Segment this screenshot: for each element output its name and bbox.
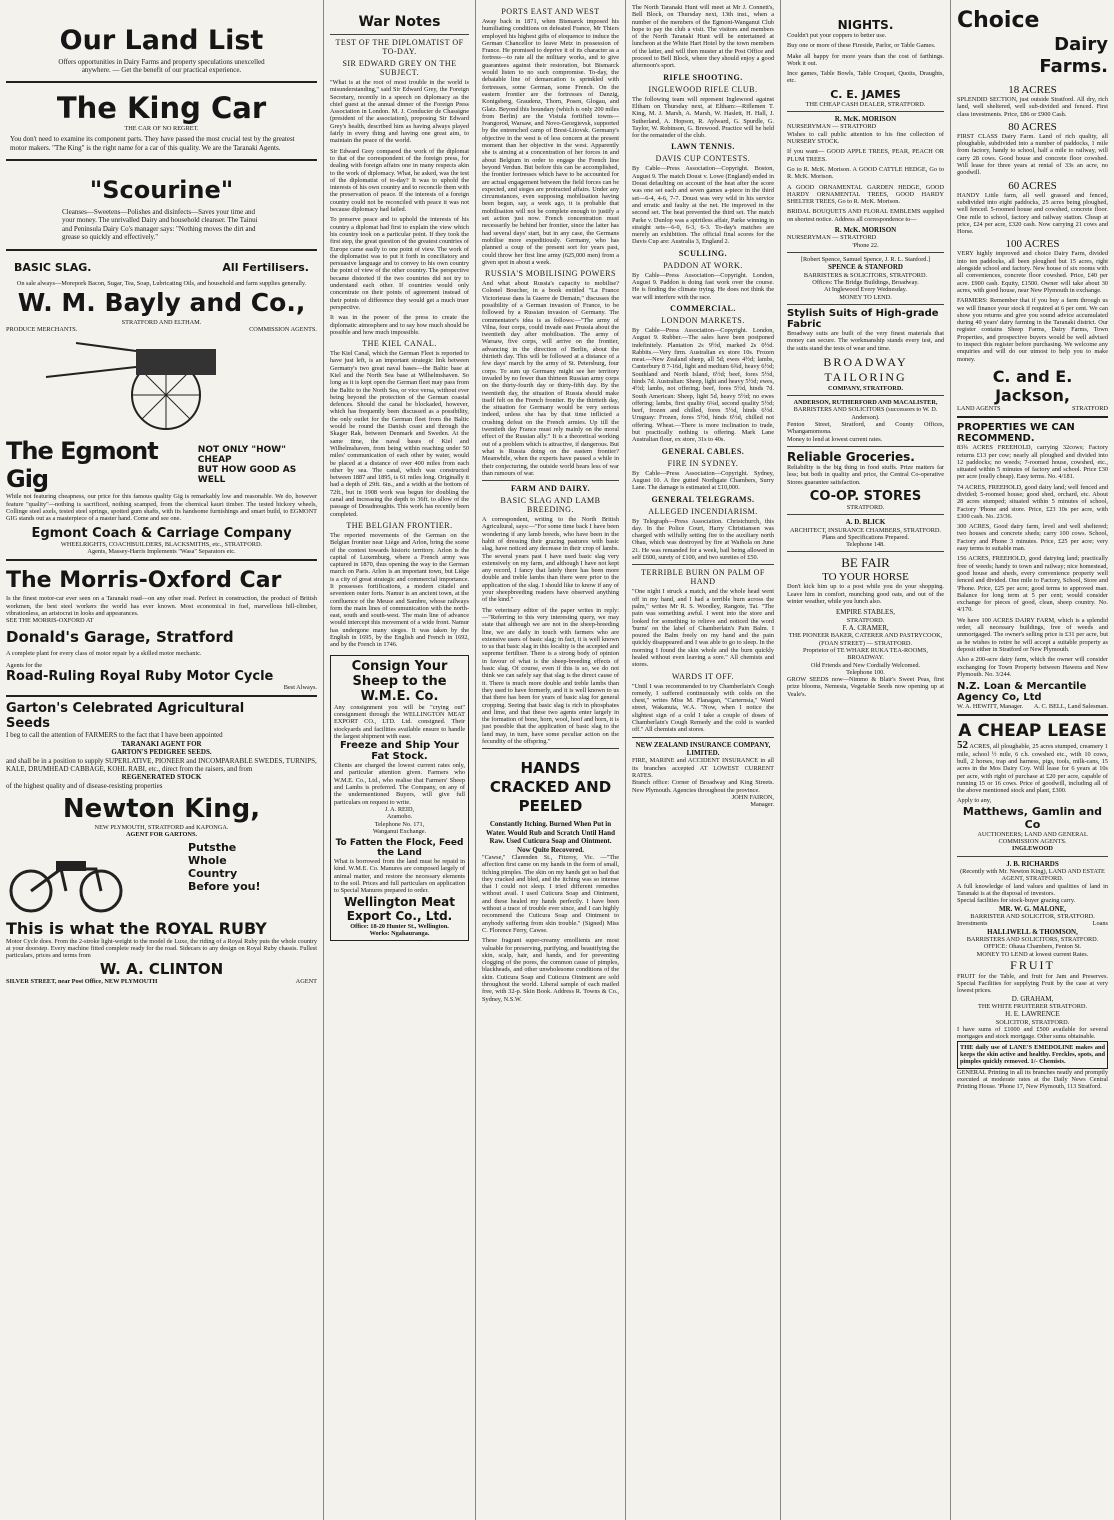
jackson-right: STRATFORD [1071,404,1108,412]
war-notes-title: War Notes [358,14,441,30]
cuticura-testimony: "Cawse," Clarenden St., Fitzroy, Vic. —"The affection first came on my hands in the form of small, itching pimples. The skin on my hands got so bad that they cracked and bled, and the itching was so intense that I could not sleep. I tried different remedies without avail. I used Cuticura Soap and Ointment, and these healed my hands perfectly. I have been without a trace of trouble ever since, and I can highly recommend the Cuticura Soap and Ointment to anybody suffering from skin trouble." (Signed) Miss C. Florence Ferry, Cawse. [482,853,619,934]
king-car-ad [6,91,317,155]
halliwell-office: OFFICE: Ohaua Chambers, Fenton St. [983,943,1082,951]
column-4 [625,0,780,1520]
fruit-body: FRUIT for the Table, and fruit for Jam and Preserves. Special Facilities for supplying Fruit by the case at very lowest prices. [957,972,1108,995]
coach-sub2: Agents, Massey-Harris Implements "Wasa" Separators etc. [87,547,236,555]
farm1-body: SPLENDID SECTION, just outside Stratford. All dry, rich land, well sheltered, well sub-divided and fenced. First class investments. Price, £86 or £900 Cash. [957,96,1108,118]
farm-heading: FARM AND DAIRY. [511,484,590,494]
farm3-body: HANDY Little farm, all well grassed and fenced, subdivided into eight paddocks, 25 acres being ploughed, well fenced. 5-roomed house and cowshed, concrete floor. One mile to school, factory and railway station. Cheap at price, £24 per acre, £320 cash. Now carrying 21 cows and Horse. [957,191,1108,236]
farm3-unit: ACRES [1021,179,1057,192]
broadway-title: BROADWAY TAILORING [823,354,908,384]
property-2: 74 ACRES, FREEHOLD, good dairy land; well fenced and divided; 5-roomed house; good shed, orchard, etc. About 28 acres stumped; situated within 5 minutes of school, Factory 'Phone and store. Price, £23 10s per acre, with £300 cash. No. 23/36. [957,483,1108,520]
cramer-addr: (FOAN STREET) — STRATFORD. [818,639,913,647]
slag-heading: BASIC SLAG AND LAMB BREEDING. [500,496,601,515]
nights-p3: Make all happy for more years than the cost of farthings. Work it out. [787,52,944,67]
telegrams-heading: GENERAL TELEGRAMS. [651,494,755,504]
farm2-unit: ACRES [1021,120,1057,133]
nz-insurance-name: JOHN FAIRON, [731,793,774,801]
spence-names: [Robert Spence, Samuel Spence, J. R. L. Stanford.] [800,256,931,264]
property-3: 300 ACRES, Good dairy farm, level and well sheltered; two houses and concrete sheds; carry 100 cows. School, Factory and Phone 3 minutes. Price, £25 per acre; very easy terms to suitable man. [957,523,1108,553]
farm4-size: 100 [1005,238,1022,251]
belgian-body: The reported movements of the German on the Belgian frontier near Liège and Arlon, bring the scene of the contest towards historic territory. Arlon is the capital of Luxemburg, where a French army was captured in 1870, thus opening the way to the German march on Paris. Arlon is an important town, but Liège is a city of great strategic and commercial importance. It possesses fortifications, a modern citadel and seventeen outer forts. Namur is an ancient town, at the confluence of the Meuse and Sambre, whose railways form the main lines of communication with the north-east, south and south-west. The main line of advance would intercept this movement of a wide front. Namur has undergone many sieges. It was taken by the English in 1695, by the English and French in 1692, and by the French in 1746. [330,531,469,649]
morison-p3: Go to R. McK. Morison. A GOOD CATTLE HEDGE, Go to R. McK. Morison. [787,165,944,181]
lawrence-sub: SOLICITOR, STRATFORD. [995,1018,1070,1026]
fire-body: By Cable—Press Association—Copyright. Sydney, August 10. A fire gutted Northgate Chambers, Surry Lane. The damage is estimated at £10,000. [632,469,774,492]
rifle-heading: RIFLE SHOOTING. [663,72,743,82]
anderson-sub: BARRISTERS AND SOLICITORS (successors to W. D. Anderson). [793,406,938,421]
graham-title: D. GRAHAM, [1011,994,1054,1003]
paddon-heading: PADDON AT WORK. [663,260,743,270]
gig-illustration [6,337,317,433]
puts-3: Country [188,866,238,880]
farmers-body: FARMERS: Remember that if you buy a farm through us we will finance your stock if required at 6 per cent. We can show you returns and give you sound advice accumulated during 40 years' dairy farming in the Taranaki district. Our register contains Sheep Farms, Dairy Farms, Town Properties, and prospective buyers would be well advised to inspect this register before purchasing. We welcome any enquiries and will do our utmost to help you to make money. [957,297,1108,363]
coop-sub: STRATFORD. [846,503,885,511]
basic-slag-label: BASIC SLAG. [14,260,92,274]
garton-quality: of the highest quality and of disease-resisting properties [6,781,163,790]
morison-nursery: NURSERYMAN — STRATFORD [787,123,877,131]
fortresses-body: Away back in 1871, when Bismarck imposed his humiliating conditions on defeated France, Mr Thiers employed his highest gifts of eloquence to induce the German Chancellor to leave Metz in possession of France. He promised to deprive it of its character as a fortress—to rate all the military works, and to give guarantees against their restoration, but Bismarck would listen to no such compromise. To-day, the debatable line of demarcation is sprinkled with fortresses, some German, some French. On the eastern frontier are the fortresses of Danzig, Konigsberg, Graudenz, Thorn, Posen, Glogau, and Glatz. Beyond this boundary (which is only 200 miles from Berlin) are the Vistula fortified towns—Ivangorod, Warsaw, and Novo-Georgievsk, supported by the entrenched camp of Brest-Litovsk. Germany's objective in the west is of less concern at the present moment than her objective in the west. Apparently she is aiming at a concentration of her forces in and about Belgium in order to engage the French line beyond Verdun. But before this can be accomplished, the frontier fortresses which have to be accounted for are actual engagement between the field forces can be expected, and sieges are protracted affairs. Under any circumstances, even supposing mobilisation having been begun, say, a week ago, it is probable that mobilisation will not be complete enough to justify a set action just now. French concentration must necessarily be behind her frontier, since the latter has had several days' start, but in any case, the Germans mobilise more expeditiously. Germany, who has planned a coup of the present sort for years past, could throw her first line army (625,000 men) from a given spot in about a week. [482,18,619,266]
malone-sub: BARRISTER AND SOLICITOR, STRATFORD. [970,912,1095,920]
slag-body-2: The veterinary editor of the paper writes in reply:—"Referring to this very interesting query, we may state that although we are not in the sheep-breeding line, we are daily in touch with farmers who are extensive users of basic slag; in fact, it is well known to us that basic slag in this locality is the accepted and supreme fertiliser. There is a strong body of opinion in favour of what is the sheep-breeding effects of basic slag. Of course, even if this is so, we do not think we can safely say that slag is the direct cause of it. There is much more double and treble lambs than they used to have formerly, and it is well known to us that there has been for years of basic slag for general cropping. Seeing that basic slag is rich in phosphates and lime, and that these two agents enter largely in the formation of bone, horn, wool, hoof and horn, it is just possible that the application of basic slag to the land may, in turn, have some peculiar action on the fecundity of the offspring." [482,606,619,746]
all-fertilisers-label: All Fertilisers. [222,260,309,274]
blick-plans: Plans and Specifications Prepared. [821,533,910,541]
bayly-title: W. M. Bayly and Co., [17,287,306,317]
property-4: 156 ACRES, FREEHOLD, good dairying land; practically free of weeds; handy to town and railway; nice homestead, good house and sheds, every convenience property well fenced and divided. One mile to Factory, School, Store and 'Phone. Price, £25 per acre; good terms to approved man. Balance for long term at 5 per cent; would consider exchange for pieces of good, clean, sheep country. No. 4/170. [957,555,1108,614]
puts-2: Whole [188,853,227,867]
nzloan-roles [957,703,1108,710]
davis-heading: DAVIS CUP CONTESTS. [655,154,751,164]
kiel-body: The Kiel Canal, which the German Fleet is reported to have just left, is an important strategic link between Germany's two great naval bases—the Baltic base at Kiel and the North Sea base at Wilhelmshaven. So long as it is kept open the German fleet may pass from the Baltic to the North Sea, or vice versa, without ever being beyond the protection of the German coastal defences. Should the canal be blockaded, however, which has frequently been discussed as a possibility, the only outlet for the German fleet from the Baltic would be round the Danish coast and through the Skager Rak, between Denmark and Sweden. At the same time, the naval bases of Kiel and Wilhelmshaven, from being within reaching under 50 miles' communication of each other by water, would be placed at a distance of over 400 miles from each other by sea. The canal, which was constructed between 1887 and 1895, is 61 miles long. Originally it had a depth of 29ft. 6in., and a width at the bottom of 72ft., but in 1908 work was begun for doubling the canal and increasing the depth to 36ft. to allow of the passage of Dreadnoughts. This work has recently been completed. [330,350,469,518]
war-p3: To preserve peace and to uphold the interests of his country a diplomat had first to explain the view which his country took on a particular point. If they took the first step, the great question of the greatest countries of Europe came easily to one point of view. The work of the diplomatist was to put it forth in conciliatory and persuasive language and to convey to his own country the point of view of the other country. The perspective became distorted if the two countries did not try to understand each other. If countries would only concentrate on their points of agreement instead of their points of difference they would get a much truer perspective. [330,216,469,311]
bayly-place: STRATFORD AND ELTHAM. [121,318,202,326]
coach-title: Egmont Coach & Carriage Company [31,525,292,541]
bayly-right: COMMISSION AGENTS. [249,326,317,334]
morison-p4: A GOOD ORNAMENTAL GARDEN HEDGE, GOOD HARDY ORNAMENTAL TREES, GOOD HARDY SHELTER TREES, Go to R. McK. Morison. [787,183,944,206]
farms-word: Farms. [1039,56,1108,77]
newton-agent: AGENT FOR GARTONS. [125,831,198,839]
incendiarism-body: By Telegraph—Press Association. Christchurch, this day. In the Police Court, Harry Christiansen was charged with wilfully setting fire to the auxiliary north Ohau, which was destroyed by fire at Waihola on June 21. He was remanded for a week, bail being allowed in self £600, surety of £100, and two sureties of £50. [632,517,774,562]
freeze-body: Clients are charged the lowest current rates only, and particular attention given. Farmers who W.M.E. Co., Ltd., who realise that Farmers' Sheep and Lambs is preferred. The Company, on any of the undermentioned Buyers, will give full particulars on request to write. [334,762,465,806]
fruit-title: FRUIT [1010,957,1055,972]
cheap-lease-num: 52 [957,739,968,752]
gig-title: The Egmont Gig [6,437,158,494]
agent-exchange: Wanganui Exchange. [372,827,427,835]
nzloan-left: W. A. HEWITT, Manager. [957,703,1024,711]
farm4-unit: ACRES [1024,238,1060,251]
nights-p4: Ince games, Table Bowls, Table Croquet, Quoits, Draughts, etc. [787,70,944,85]
column-3 [475,0,625,1520]
cheap-lease-body: ACRES, all ploughable, 25 acres stumped, creamery 1 mile, school ½ mile, 6 r.h. cowshed etc., with 10 cows, bull, 2 horses, trap and harness, pigs, tools, milk-cans, 15 acres in the Mos Dairy Coy. Will lease for 6 years at 10s per acre, with right of purchase at £20 per acre, capable of running 15 or 16 cows. Price of goodwill, including all of the above mentioned stock and plant, £300. [957,743,1109,795]
farm3-size: 60 [1008,179,1020,192]
ruby-cycle-ad [6,841,317,919]
anderson-money: Money to lend at lowest current rates. [787,435,883,443]
diplomatist-heading: TEST OF THE DIPLOMATIST OF TO-DAY. [335,38,464,56]
malone-services [957,920,1108,927]
sculling-heading: SCULLING. [678,248,728,258]
column-1 [0,0,323,1520]
blick-title: A. D. BLICK [845,518,886,527]
gig-header [6,437,317,493]
land-list-ad [6,26,317,77]
nz-insurance-branch: Branch office: Corner of Broadway and King Streets. New Plymouth. Agencies throughout the province. [632,779,774,794]
bayly-roles [6,326,317,333]
puts-1: Putsthe [188,840,237,854]
cables-heading: GENERAL CABLES. [661,446,745,456]
cracked-title: HANDS CRACKED AND PEELED [489,759,612,816]
war-p2: Sir Edward Grey compared the work of the diplomat to that of the correspondent of the foreign press, for dealing with foreign affairs one in many respects akin to the work of diplomacy. What, he asked, was the test of the diplomatist of to-day? It was to uphold the interests of his own country and to reconcile them with the preservation of peace. If the interests of a foreign country could not be reconciled with peace it was not because diplomacy had failed. [330,147,469,214]
fair-title: BE FAIR [841,555,890,571]
anderson-addr: Fenton Street, Stratford, and County Offices, Whangamomona. [787,421,944,436]
lawrence-title: H. E. LAWRENCE [1005,1010,1060,1019]
lawrence-body: I have sums of £1000 and £500 available for several mortgages and stock mortgage. Other sums obtainable. [957,1026,1108,1041]
morison-phone: 'Phone 22. [852,241,879,249]
fatten-body: What is borrowed from the land must be repaid in kind. W.M.E. Co. Manures are composed largely of animal matter, and restore the necessary elements to the soil. Prices and full particulars on application to Special Manures prepared to order. [334,858,465,895]
cheap-lease-title: A CHEAP LEASE [958,721,1107,742]
matthews-sub: AUCTIONEERS; LAND AND GENERAL COMMISSION AGENTS. [977,830,1088,846]
reliable-body: Reliability is the big thing in food stuffs. Prize matters far less; but both in quality and price, the Central Co-operative Stores guarantee satisfaction. [787,463,944,486]
cramer-title: F. A. CRAMER, [842,623,889,632]
empire-sub: STRATFORD. [846,616,885,624]
jackson-left: LAND AGENTS [957,404,1001,412]
bayly-line: On sale always—Morepork Bacon, Sugar, Tea, Soap, Lubricating Oils, and household and farm supplies generally. [16,279,307,287]
broadway-sub: COMPANY, STRATFORD. [828,384,903,392]
consign-title: Consign Your Sheep to the W.M.E. Co. [351,658,448,704]
agent-phone: Telephone No. 171, [374,820,425,828]
wme-works: Works: Ngahauranga. [369,929,430,937]
wme-ad [330,655,469,942]
morison-title: R. McK. MORISON [834,115,897,124]
morison-p5: BRIDAL BOUQUETS AND FLORAL EMBLEMS supplied on shortest notice. Address all correspondence to— [787,208,944,223]
grey-heading: SIR EDWARD GREY ON THE SUBJECT. [342,59,457,77]
wme-title: Wellington Meat Export Co., Ltd. [343,894,456,923]
clinton-agent: AGENT [295,977,317,985]
james-sub: THE CHEAP CASH DEALER, STRATFORD. [805,100,926,108]
clinton-title: W. A. CLINTON [99,959,224,978]
farm1-unit: ACRES [1021,84,1057,96]
coach-sub: WHEELRIGHTS, COACHBUILDERS, BLACKSMITHS, etc., STRATFORD. [60,540,263,548]
spence-office: Offices: The Bridge Buildings, Broadway. [812,279,919,287]
cramer-old: Old Friends and New Cordially Welcomed. [810,661,921,669]
malone-title: MR. W. G. MALONE, [998,904,1067,913]
this-is: This is what the ROYAL RUBY [6,918,267,938]
farm4-body: VERY highly improved and choice Dairy Farm, divided into ten paddocks, all been ploughed but 15 acres, right alongside school and factory. New house of six rooms with all conveniences, concrete floor cowshed. Price, £40 per acre. £900 cash. Equity, £1500. Owner will take about 30 acres, with good house, near New Plymouth in exchange. [957,250,1108,294]
king-car-title: The King Car [56,90,267,125]
spence-money: MONEY TO LEND. [839,293,892,301]
morris-title: The Morris-Oxford Car [6,568,282,594]
clinton-footer [6,978,317,985]
rifle-body: The following team will represent Inglewood against Eltham on Thursday next, at Eltham:—Riflemen T. King, M. J. Marsh, A. Marsh, W. Haslett, H. Hall, J. Sutherland, A. Hopson, R. Aylward, G. Spurdle, G. Taylor, W. Robinson, G. Brewood. Practice will be held for the remainder of the club. [632,95,774,140]
kiel-heading: THE KIEL CANAL. [362,339,437,349]
slag-body-1: A correspondent, writing to the North British Agricultural, says:—"For some time back I have been wondering if any lamb breeds, who have been in the habit of dressing their grazing pastures with basic slag, have noticed any decrease in their crop of lambs. The several years past I have used basic slag very extensively on my farm, and although I have not kept any record, I fancy that lately there has been more double and treble lambs than there were prior to the application of the slag. I should like to know if any of your sheepbreeding readers have observed anything of the kind." [482,516,619,604]
choice-word: Choice [957,8,1040,33]
ruby-title: Road-Ruling Royal Ruby Motor Cycle [6,669,274,684]
apply: Apply to any, [957,797,992,805]
spence-sub: BARRISTERS & SOLICITORS, STRATFORD. [803,271,928,279]
morris-see: SEE THE MORRIS-OXFORD AT [6,617,94,625]
scourine-title: "Scourine" [89,175,234,204]
malone-inv: Investments [957,920,988,928]
column-2 [323,0,475,1520]
cramer-sub: THE PIONEER BAKER, CATERER AND PASTRYCOOK, [788,632,943,640]
morris-body: Is the finest motor-car ever seen on a Taranaki road—on any other road. Perfect in construction, the product of British workmen, the best steel workers the world has ever known. Most economical in fuel, marvellous hill-climber, vibrationless, an aristocrat in looks and appearances. [6,595,317,617]
war-p4: It was in the power of the press to create the diplomatic atmosphere and to say how much should be possible and how much impossible. [330,314,469,336]
blick-phone: Telephone 148. [846,541,885,549]
farm1-size: 18 [1008,84,1020,96]
king-car-body: You don't need to examine its component parts. They have passed the most crucial test by the greatest motor makers. "The King" is the right name for a car of this quality. We are the Taranaki Agents. [10,135,295,152]
james-title: C. E. JAMES [830,87,901,101]
column-5 [780,0,950,1520]
freeze-title: Freeze and Ship Your Fat Stock. [340,740,459,763]
halliwell-money: MONEY TO LEND at lowest current Rates. [976,950,1089,958]
garton-agent: TARANAKI AGENT FOR [121,739,202,748]
garton-agent2: GARTON'S PEDIGREE SEEDS. [111,748,212,757]
nights-title: NIGHTS. [837,18,894,32]
halliwell-title: HALLIWELL & THOMSON, [987,927,1078,936]
scourine-body: Cleanses—Sweetens—Polishes and disinfects—Saves your time and your money. The unrivalled Dairy and household cleanser. The Tainui and Peninsula Dairy Co's manager says: "Nothing moves the dirt and grease so quickly and effectively." [62,207,258,242]
nz-insurance-role: Manager. [750,801,774,809]
jackson-title: C. and E. Jackson, [992,366,1073,405]
newton-places: NEW PLYMOUTH, STRATFORD and KAPONGA. [94,824,229,832]
malone-loans: Loans [1092,920,1108,928]
coop-title: CO-OP. STORES [809,488,922,504]
farm2-body: FIRST CLASS Dairy Farm. Land of rich quality, all ploughable, subdivided into a number of paddocks, 1 mile from factory, handy to school, half a mile to railway, will carry 28 cows. Good house and concrete floor cowshed. Will lease for three years at rental of 33s an acre, no goodwill. [957,132,1108,177]
cuticura-body: These fragrant super-creamy emollients are most valuable for preserving, purifying, and beautifying the skin, scalp, hair, and hands, and for preventing clogging of the pores, the common cause of pimples, blackheads, and other unwholesome conditions of the skin. Cuticura Soap and Cuticura Ointment are sold throughout the world. Liberal sample of each mailed free, with 32-p. Skin Book. Address R. Towns & Co., Sydney, N.S.W. [482,937,619,1003]
stylish-body: Broadway suits are built of the very finest materials that money can secure. The workmanship stands every test, and the suits stand the tests of wear and time. [787,329,944,352]
morison-p1: Wishes to call public attention to his fine collection of NURSERY STOCK. [787,130,944,146]
nzloan-right: A. C. BELL, Land Salesman. [1033,703,1108,711]
property-1: 83¾ ACRES FREEHOLD, carrying 32cows; Factory returns £13 per cow; nearly all ploughed and divided into 12 paddocks; no weeds; 7-roomed house, cowshed, etc., situated within 5 minutes of factory and school. Price £30 per acre (really cheap). Easy terms. No. 4/181. [957,444,1108,481]
reliable-title: Reliable Groceries. [787,449,915,464]
properties-title: PROPERTIES WE CAN RECOMMEND. [957,422,1075,445]
grow-seeds: GROW SEEDS now—Nimmo & Blair's Sweet Peas, first prize blooms, Nemesia, Vegetable Seeds now opening up at Veale's. [787,676,944,698]
russia-heading: RUSSIA'S MOBILISING POWERS [485,269,616,279]
halliwell-sub: BARRISTERS AND SOLICITORS, STRATFORD. [966,935,1099,943]
belgian-heading: THE BELGIAN FRONTIER. [346,520,453,530]
column-6 [950,0,1114,1520]
general-printing: GENERAL Printing in all its branches neatly and promptly executed at moderate rates at the Daily News Central Printing House. 'Phone 17, New Plymouth, 113 Stratford. [957,1068,1108,1091]
morison-sign: R. McK. MORISON [834,226,897,235]
davis-body: By Cable—Press Association—Copyright. Boston, August 9. The match Doust v. Lowe (England) ended in Doust defaulting on account of the heat after the score was one set each and seven games a-piece in the third set—6-4, 4-6, 7-7. Doust was very wild in his service and erratic and faulty at the net. He improved in the second set. The heat prevented the third set. The match Parke v. Dunlop was a spiritless affair, Parke winning in straight sets—6-0, 6-3, 6-3. To-day's matches are merely an exhibition. The official final scores for the Davis Cup are: Australia 3, England 2. [632,165,774,246]
morison-sign2: NURSERYMAN — STRATFORD [787,234,877,242]
gig-not-only: NOT ONLY "HOW" CHEAP [197,445,286,466]
lanes-ad: THE daily use of LANE'S EMEDOLINE makes and keeps the skin active and healthy. Freckles, spots, and pimples quickly removed. 1/- Chemists. [957,1041,1108,1069]
scourine-ad [6,175,317,245]
war-p1: "What is at the root of most trouble in the world is misunderstanding," said Sir Edward Grey, the Foreign Secretary, recently in a speech on diplomacy as the chief guest at the annual dinner of the Foreign Press Association in London. M. J. Conducier de Chassigne (president of the association), proposing Sir Edward Grey's health, described him as having always played fairly in every thing and having one great aim, to maintain the peace of the world. [330,79,469,145]
dairy-word: Dairy [1054,34,1108,55]
nights-p2: Buy one or more of these Fireside, Parlor, or Table Games. [787,42,936,50]
inglewood-heading: INGLEWOOD RIFLE CLUB. [648,84,758,94]
property-5: We have 100 ACRES DAIRY FARM, which is a splendid order, all necessary buildings, free of weeds and unmortgaged. The owner's selling price is £31 per acre, but as he wishes to retire he will accept a suitable property as deposit either in Stratford or New Plymouth. [957,616,1108,653]
cramer-prop: Proprietor of TE WHARE RUKA TEA-ROOMS, BROADWAY. [803,646,928,662]
motorcycle-illustration [6,841,126,919]
garton-seeds: Seeds [6,716,51,732]
matthews-title: Matthews, Gamlin and Co [962,804,1103,831]
clinton-addr: SILVER STREET, near Post Office, NEW PLYMOUTH [6,977,158,985]
nz-insurance-title: NEW ZEALAND INSURANCE COMPANY, LIMITED. [635,740,771,758]
gig-body: While not featuring cheapness, our price for this famous quality Gig is remarkably low and reasonable. We do, however feature "quality"—nothing is sacrificed, nothing scamped, from the chemical kauri timber. The tested hickory wheels, Collinge steel axels, tested steel springs, spotted gum shafts, with its handsome furnishings and smart build, to EGMONT GIG stands out as a masterpiece of a master hand. Come and see one. [6,493,317,523]
fire-heading: FIRE IN SYDNEY. [667,458,739,468]
richards-title: J. B. RICHARDS [1006,859,1059,868]
land-list-title: Our Land List [59,25,264,56]
bayly-left: PRODUCE MERCHANTS. [6,326,78,334]
anderson-title: ANDERSON, RUTHERFORD AND MACALISTER, [793,399,938,407]
richards-special: Special facilities for stock-buyer grazing carry. [957,897,1076,905]
burn-body: "One night I struck a match, and the whole head went off in my hand, and I had a terrible burn across the palm," writes Mr R. S. Woodley, Rangote, Tai. "The pain was something awful. I went into the store and looked for something to relieve and noticed the word 'burns' on the label of Chamberlain's Pain Balm. I poured the Balm freely on my hand and the pain quickly disappeared and I was able to go to sleep. In the morning I found the skin whole and the burn quickly healed without even leaving a sore." All chemists and stores. [632,588,774,669]
nzloan-title: N.Z. Loan & Mercantile Agency Co, Ltd [957,681,1087,704]
burn-heading: TERRIBLE BURN ON PALM OF HAND [641,568,765,587]
nights-p1: Couldn't put your coppers to better use. [787,32,887,39]
best-always: Best Always. [283,684,317,691]
empire-title: EMPIRE STABLES, [836,608,895,617]
king-car-subtitle: THE CAR OF NO REGRET. [124,124,199,132]
richards-body: A full knowledge of land values and qualities of land in Taranaki is at the disposal of investors. [957,882,1108,897]
garton-intro: I beg to call the attention of FARMERS to the fact that I have been appointed [6,731,223,740]
gig-but: BUT HOW GOOD AS WELL [197,465,297,486]
matthews-place: INGLEWOOD [1012,845,1053,853]
cramer-phone: Telephone 100. [846,668,885,676]
fertiliser-row [6,255,317,280]
donald-body: A complete plant for every class of motor repair by a skilled motor mechanic. [6,650,202,658]
donald-title: Donald's Garage, Stratford [6,628,234,647]
fair-body: Don't kick him up to a post while you do your shopping. Leave him in comfort, munching good oats, and out of the winter weather, while you lunch also. [787,583,944,605]
garton-regen: REGENERATED STOCK [121,773,202,782]
cycle-body: Motor Cycle does. From the 2-stroke light-weight to the model de Luxe, the riding of a Royal Ruby puts the whole country at your doorstep. Every machine fitted complete ready for the road. Sidecars to any design on Royal Ruby chassis. Fullest particulars, prices and terms from [6,937,317,960]
fatten-title: To Fatten the Flock, Feed the Land [335,838,464,859]
wards-heading: WARDS IT OFF. [672,671,734,681]
wme-office: Office: 18-20 Hunter St., Wellington. [350,922,449,930]
nz-insurance-body: FIRE, MARINE and ACCIDENT INSURANCE in all its branches accepted AT LOWEST CURRENT RATES. [632,757,774,780]
commercial-heading: COMMERCIAL. [670,303,736,313]
agents-for: Agents for the [6,661,43,669]
morison-p2: If you want— GOOD APPLE TREES, PEAR, PEACH OR PLUM TREES. [787,148,944,163]
tennis-heading: LAWN TENNIS. [671,142,735,152]
stylish-title: Stylish Suits of High-grade Fabric [787,307,939,330]
consign-body: Any consignment you will be "crying out" consignment through the WELLINGTON MEAT EXPORT CO., LTD. Ltd. consigned. Their stockyards and facilities available ensure to handle the largest shipment with ease. [334,703,465,740]
incendiarism-heading: ALLEGED INCENDIARISM. [648,506,758,516]
wards-body: "Until I was recommended to try Chamberlain's Cough remedy, I suffered continuously with colds on the chest," writes Miss M. Flanagan, "Carternsia," Ward street, Wakanuia, W.A. "Now, when I notice the slightest sign of a cold I take a couple of doses of Chamberlain's Cough Remedy and the cold is warded off." All chemists and stores. [632,682,774,734]
richards-sub: (Recently with Mr. Newton King), LAND AND ESTATE AGENT, STRATFORD. [960,868,1105,883]
russia-body: And what about Russia's capacity to mobilise? Colonel Boucher, in a book entitled "La France Victorieuse dans la Guerre de Demain," discusses the possibility of a German invasion of France, to be followed by a Russian invasion of Germany. The commentator's idea is as follows:—"The army of Vilna, four corps, could invade east Prussia about the twentieth day after mobilisation. The army of Warsaw, five corps, will arrive on the frontier, advancing in the direction of Berlin, about the thirtieth day. This will be followed at a distance of a few days' march by the army of St. Petersburg, four corps. To sum up Germany might see her territory invaded by no fewer than thirteen Russian army corps on the thirty-fourth day or thirty-fifth day. By the twentieth day, the situation of Russia should make itself felt on the French frontier. By the thirtieth day, the situation for Germany would be very serious indeed, unless she has by that time inflicted a crushing defeat on the French armies. Up till the twentieth day France must rely mainly on the moral effect of the Russian ally." It is a theoretical working out of a problem which is attractive, if dangerous. But what is Russia doing on the eastern frontier? Meanwhile, when the experts have paused a while in their conjecturing, the outside world hears less of war than rumours of war. [482,280,619,477]
property-6: Also a 200-acre dairy farm, which the owner will consider exchanging for Town Property between Hawera and New Plymouth. No. 3/244. [957,656,1108,678]
garton-title: Garton's Celebrated Agricultural [6,701,245,717]
puts-4: Before you! [188,879,261,893]
hunt-body: The North Taranaki Hunt will meet at Mr J. Connett's, Bell Block, on Thursday next, 13th inst., when a number of the members of the Egmont-Wanganui Club hope to pay the club a visit. The visitors and members of the North Taranaki Hunt will be entertained at luncheon at the White Hart Hotel by the town members of the latter, and will then muster at the Post Office and proceed to Bell Block, where they should enjoy a good afternoon's sport. [632,4,774,70]
markets-body: By Cable—Press Association—Copyright. London, August 9. Rubber.—The sales have been postponed indefinitely. Plantation 2s 9½d, marked 2s 0½d. Rabbits.—Very firm. Australian ex store 10s. Frozen meat.—New Zealand sheep, all 5d; ewes 4½d; lambs, Canterbury 8 7-16d, light and medium 6¾d, heavy 6½d; Southland and North Island, 6½d; beef, fores 5½d, hinds 7d. Australian: Sheep, light and heavy 5½d; ewes, 4½d; lambs, not offering; beef, fores 5½d, hinds 7d. South American: Sheep, light 5d, heavy 5½d; no ewes offering; lambs, first quality 6¼d, second quality 5½d; beef, frozen and chilled, fores 5½d, hinds 6½d. Uruguay: Frozen, fores 5½d, hinds 6½d, chilled not offering. Wheat.—There is more inclination to trade, but practically nothing is offering. Mark Lane Australian flour, ex store, 31s to 40s. [632,326,775,444]
graham-sub: THE WHITE FRUITERER STRATFORD. [977,1003,1088,1011]
jackson-roles [957,405,1108,412]
garton-list: and shall be in a position to supply SUPERLATIVE, PIONEER and INCOMPARABLE SWEDES, TURNIPS, KALE, DRUMHEAD CABBAGE, KOHL RABI, etc., direct from the raisers, and from [6,756,317,773]
spence-title: SPENCE & STANFORD [828,263,903,272]
newton-title: Newton King, [62,794,261,825]
ports-heading: PORTS EAST AND WEST [501,7,600,16]
blick-sub: ARCHITECT, INSURANCE CHAMBERS, STRATFORD. [789,526,942,534]
paddon-body: By Cable—Press Association—Copyright. London, August 9. Paddon is doing fast work over the course. He is finding the climate trying. He does not think the war will interfere with the race. [632,271,774,301]
london-heading: LONDON MARKETS. [661,315,745,325]
fair-title2: TO YOUR HORSE [822,571,909,584]
land-list-body: Offers opportunities in Dairy Farms and property speculations unexcelled anywhere. — Get the benefit of our practical experience. [58,58,265,75]
cracked-body: Constantly Itching. Burned When Put in Water. Would Rub and Scratch Until Hand Raw. Used Cuticura Soap and Ointment. Now Quite Recovered. [486,820,615,854]
spence-ingle: At Inglewood Every Wednesday. [824,286,907,294]
agent-place: Aramoho. [386,813,413,821]
farm2-size: 80 [1008,120,1020,133]
agent-name: J. A. REID, [384,805,415,813]
